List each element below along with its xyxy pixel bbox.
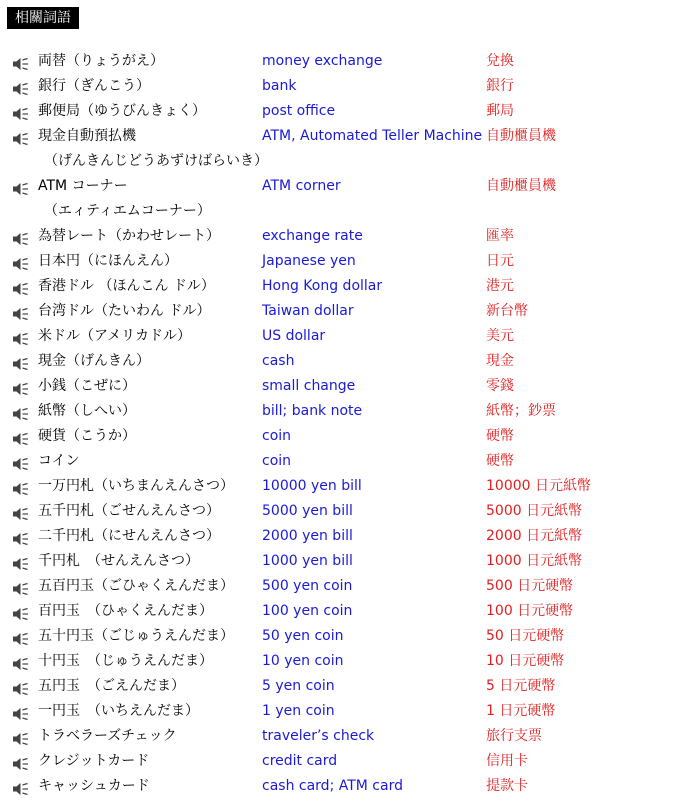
japanese-term: 郵便局（ゆうびんきょく）: [38, 103, 206, 119]
vocab-row: [0, 224, 675, 249]
vocab-reading-row: [0, 199, 675, 224]
speaker-icon[interactable]: [12, 780, 29, 794]
english-translation: ATM, Automated Teller Machine: [262, 128, 483, 144]
chinese-translation: 50 日元硬幣: [486, 628, 565, 644]
japanese-reading: （エィティエムコーナー）: [44, 203, 211, 219]
japanese-term: 両替（りょうがえ）: [38, 53, 164, 69]
chinese-translation: 銀行: [486, 78, 514, 94]
speaker-icon[interactable]: [12, 80, 29, 94]
japanese-term: 五十円玉（ごじゅうえんだま）: [38, 628, 234, 644]
english-translation: bill; bank note: [262, 403, 363, 419]
speaker-icon[interactable]: [12, 355, 29, 369]
japanese-term: コイン: [38, 453, 80, 469]
english-translation: coin: [262, 453, 292, 469]
vocab-row: [0, 99, 675, 124]
chinese-translation: 郵局: [486, 103, 514, 119]
japanese-term: 百円玉 （ひゃくえんだま）: [38, 603, 213, 619]
vocab-row: [0, 749, 675, 774]
english-translation: 5 yen coin: [262, 678, 335, 694]
japanese-term: 千円札 （せんえんさつ）: [38, 553, 199, 569]
vocab-row: [0, 349, 675, 374]
speaker-icon[interactable]: [12, 505, 29, 519]
japanese-term: 五千円札（ごせんえんさつ）: [38, 503, 220, 519]
speaker-icon[interactable]: [12, 280, 29, 294]
english-translation: US dollar: [262, 328, 326, 344]
vocab-row: [0, 124, 675, 149]
speaker-icon[interactable]: [12, 605, 29, 619]
chinese-translation: 旅行支票: [486, 728, 542, 744]
japanese-term: 紙幣（しへい）: [38, 403, 136, 419]
chinese-translation: 10 日元硬幣: [486, 653, 565, 669]
chinese-translation: 信用卡: [486, 753, 528, 769]
speaker-icon[interactable]: [12, 380, 29, 394]
section-title: 相關詞語: [7, 7, 79, 29]
japanese-term: 五百円玉（ごひゃくえんだま）: [38, 578, 234, 594]
chinese-translation: 2000 日元紙幣: [486, 528, 583, 544]
chinese-translation: 兌換: [486, 53, 514, 69]
english-translation: 500 yen coin: [262, 578, 353, 594]
chinese-translation: 自動櫃員機: [486, 128, 556, 144]
japanese-term: 十円玉 （じゅうえんだま）: [38, 653, 213, 669]
vocab-row: [0, 649, 675, 674]
japanese-term: 銀行（ぎんこう）: [38, 78, 150, 94]
chinese-translation: 自動櫃員機: [486, 178, 556, 194]
japanese-term: 為替レート（かわせレート）: [38, 228, 220, 244]
english-translation: coin: [262, 428, 292, 444]
vocab-reading-row: [0, 149, 675, 174]
japanese-term: 一円玉 （いちえんだま）: [38, 703, 199, 719]
english-translation: Hong Kong dollar: [262, 278, 383, 294]
english-translation: 1 yen coin: [262, 703, 335, 719]
speaker-icon[interactable]: [12, 130, 29, 144]
speaker-icon[interactable]: [12, 305, 29, 319]
chinese-translation: 100 日元硬幣: [486, 603, 574, 619]
english-translation: 10000 yen bill: [262, 478, 362, 494]
japanese-term: クレジットカード: [38, 753, 150, 769]
vocab-row: [0, 674, 675, 699]
english-translation: credit card: [262, 753, 338, 769]
english-translation: 100 yen coin: [262, 603, 353, 619]
japanese-term: ATM コーナー: [38, 178, 128, 194]
speaker-icon[interactable]: [12, 530, 29, 544]
chinese-translation: 5000 日元紙幣: [486, 503, 583, 519]
vocab-row: [0, 324, 675, 349]
vocab-list: [0, 49, 675, 799]
english-translation: money exchange: [262, 53, 383, 69]
speaker-icon[interactable]: [12, 255, 29, 269]
japanese-term: 小銭（こぜに）: [38, 378, 136, 394]
vocab-row: [0, 724, 675, 749]
vocab-row: [0, 599, 675, 624]
chinese-translation: 5 日元硬幣: [486, 678, 556, 694]
chinese-translation: 零錢: [486, 378, 514, 394]
japanese-term: 五円玉 （ごえんだま）: [38, 678, 185, 694]
vocab-row: [0, 574, 675, 599]
speaker-icon[interactable]: [12, 630, 29, 644]
english-translation: 5000 yen bill: [262, 503, 353, 519]
speaker-icon[interactable]: [12, 580, 29, 594]
vocab-row: [0, 174, 675, 199]
speaker-icon[interactable]: [12, 105, 29, 119]
chinese-translation: 美元: [486, 328, 514, 344]
chinese-translation: 現金: [486, 353, 514, 369]
chinese-translation: 紙幣；鈔票: [486, 403, 556, 419]
speaker-icon[interactable]: [12, 730, 29, 744]
vocab-row: [0, 424, 675, 449]
chinese-translation: 硬幣: [486, 428, 514, 444]
chinese-translation: 1000 日元紙幣: [486, 553, 583, 569]
chinese-translation: 提款卡: [486, 778, 528, 794]
english-translation: 1000 yen bill: [262, 553, 353, 569]
english-translation: 2000 yen bill: [262, 528, 353, 544]
english-translation: 10 yen coin: [262, 653, 344, 669]
japanese-term: 二千円札（にせんえんさつ）: [38, 528, 220, 544]
japanese-term: キャッシュカード: [38, 778, 150, 794]
japanese-term: 米ドル（アメリカドル）: [38, 328, 192, 344]
speaker-icon[interactable]: [12, 330, 29, 344]
vocab-row: [0, 474, 675, 499]
english-translation: 50 yen coin: [262, 628, 344, 644]
speaker-icon[interactable]: [12, 555, 29, 569]
japanese-term: 硬貨（こうか）: [38, 428, 136, 444]
japanese-term: トラベラーズチェック: [38, 728, 177, 744]
vocab-row: [0, 699, 675, 724]
chinese-translation: 1 日元硬幣: [486, 703, 556, 719]
english-translation: bank: [262, 78, 297, 94]
vocab-row: [0, 74, 675, 99]
japanese-reading: （げんきんじどうあずけばらいき）: [44, 153, 268, 169]
chinese-translation: 日元: [486, 253, 514, 269]
english-translation: Taiwan dollar: [262, 303, 354, 319]
vocab-row: [0, 549, 675, 574]
speaker-icon[interactable]: [12, 755, 29, 769]
chinese-translation: 港元: [486, 278, 514, 294]
english-translation: small change: [262, 378, 356, 394]
chinese-translation: 新台幣: [486, 303, 528, 319]
vocab-row: [0, 299, 675, 324]
vocab-row: [0, 249, 675, 274]
japanese-term: 台湾ドル（たいわん ドル）: [38, 303, 211, 319]
japanese-term: 香港ドル （ほんこん ドル）: [38, 278, 215, 294]
vocab-row: [0, 624, 675, 649]
vocab-row: [0, 524, 675, 549]
speaker-icon[interactable]: [12, 430, 29, 444]
english-translation: Japanese yen: [262, 253, 356, 269]
speaker-icon[interactable]: [12, 55, 29, 69]
speaker-icon[interactable]: [12, 705, 29, 719]
chinese-translation: 硬幣: [486, 453, 514, 469]
english-translation: traveler’s check: [262, 728, 375, 744]
japanese-term: 一万円札（いちまんえんさつ）: [38, 478, 234, 494]
english-translation: exchange rate: [262, 228, 363, 244]
english-translation: post office: [262, 103, 336, 119]
speaker-icon[interactable]: [12, 655, 29, 669]
japanese-term: 日本円（にほんえん）: [38, 253, 178, 269]
english-translation: cash card; ATM card: [262, 778, 403, 794]
chinese-translation: 500 日元硬幣: [486, 578, 574, 594]
speaker-icon[interactable]: [12, 180, 29, 194]
japanese-term: 現金（げんきん）: [38, 353, 150, 369]
vocab-row: [0, 499, 675, 524]
chinese-translation: 匯率: [486, 228, 514, 244]
speaker-icon[interactable]: [12, 230, 29, 244]
vocab-row: [0, 399, 675, 424]
vocab-row: [0, 449, 675, 474]
japanese-term: 現金自動預払機: [38, 128, 136, 144]
speaker-icon[interactable]: [12, 455, 29, 469]
speaker-icon[interactable]: [12, 680, 29, 694]
vocab-row: [0, 49, 675, 74]
vocab-row: [0, 274, 675, 299]
english-translation: ATM corner: [262, 178, 341, 194]
vocab-row: [0, 374, 675, 399]
chinese-translation: 10000 日元紙幣: [486, 478, 591, 494]
english-translation: cash: [262, 353, 295, 369]
vocab-row: [0, 774, 675, 799]
speaker-icon[interactable]: [12, 405, 29, 419]
speaker-icon[interactable]: [12, 480, 29, 494]
